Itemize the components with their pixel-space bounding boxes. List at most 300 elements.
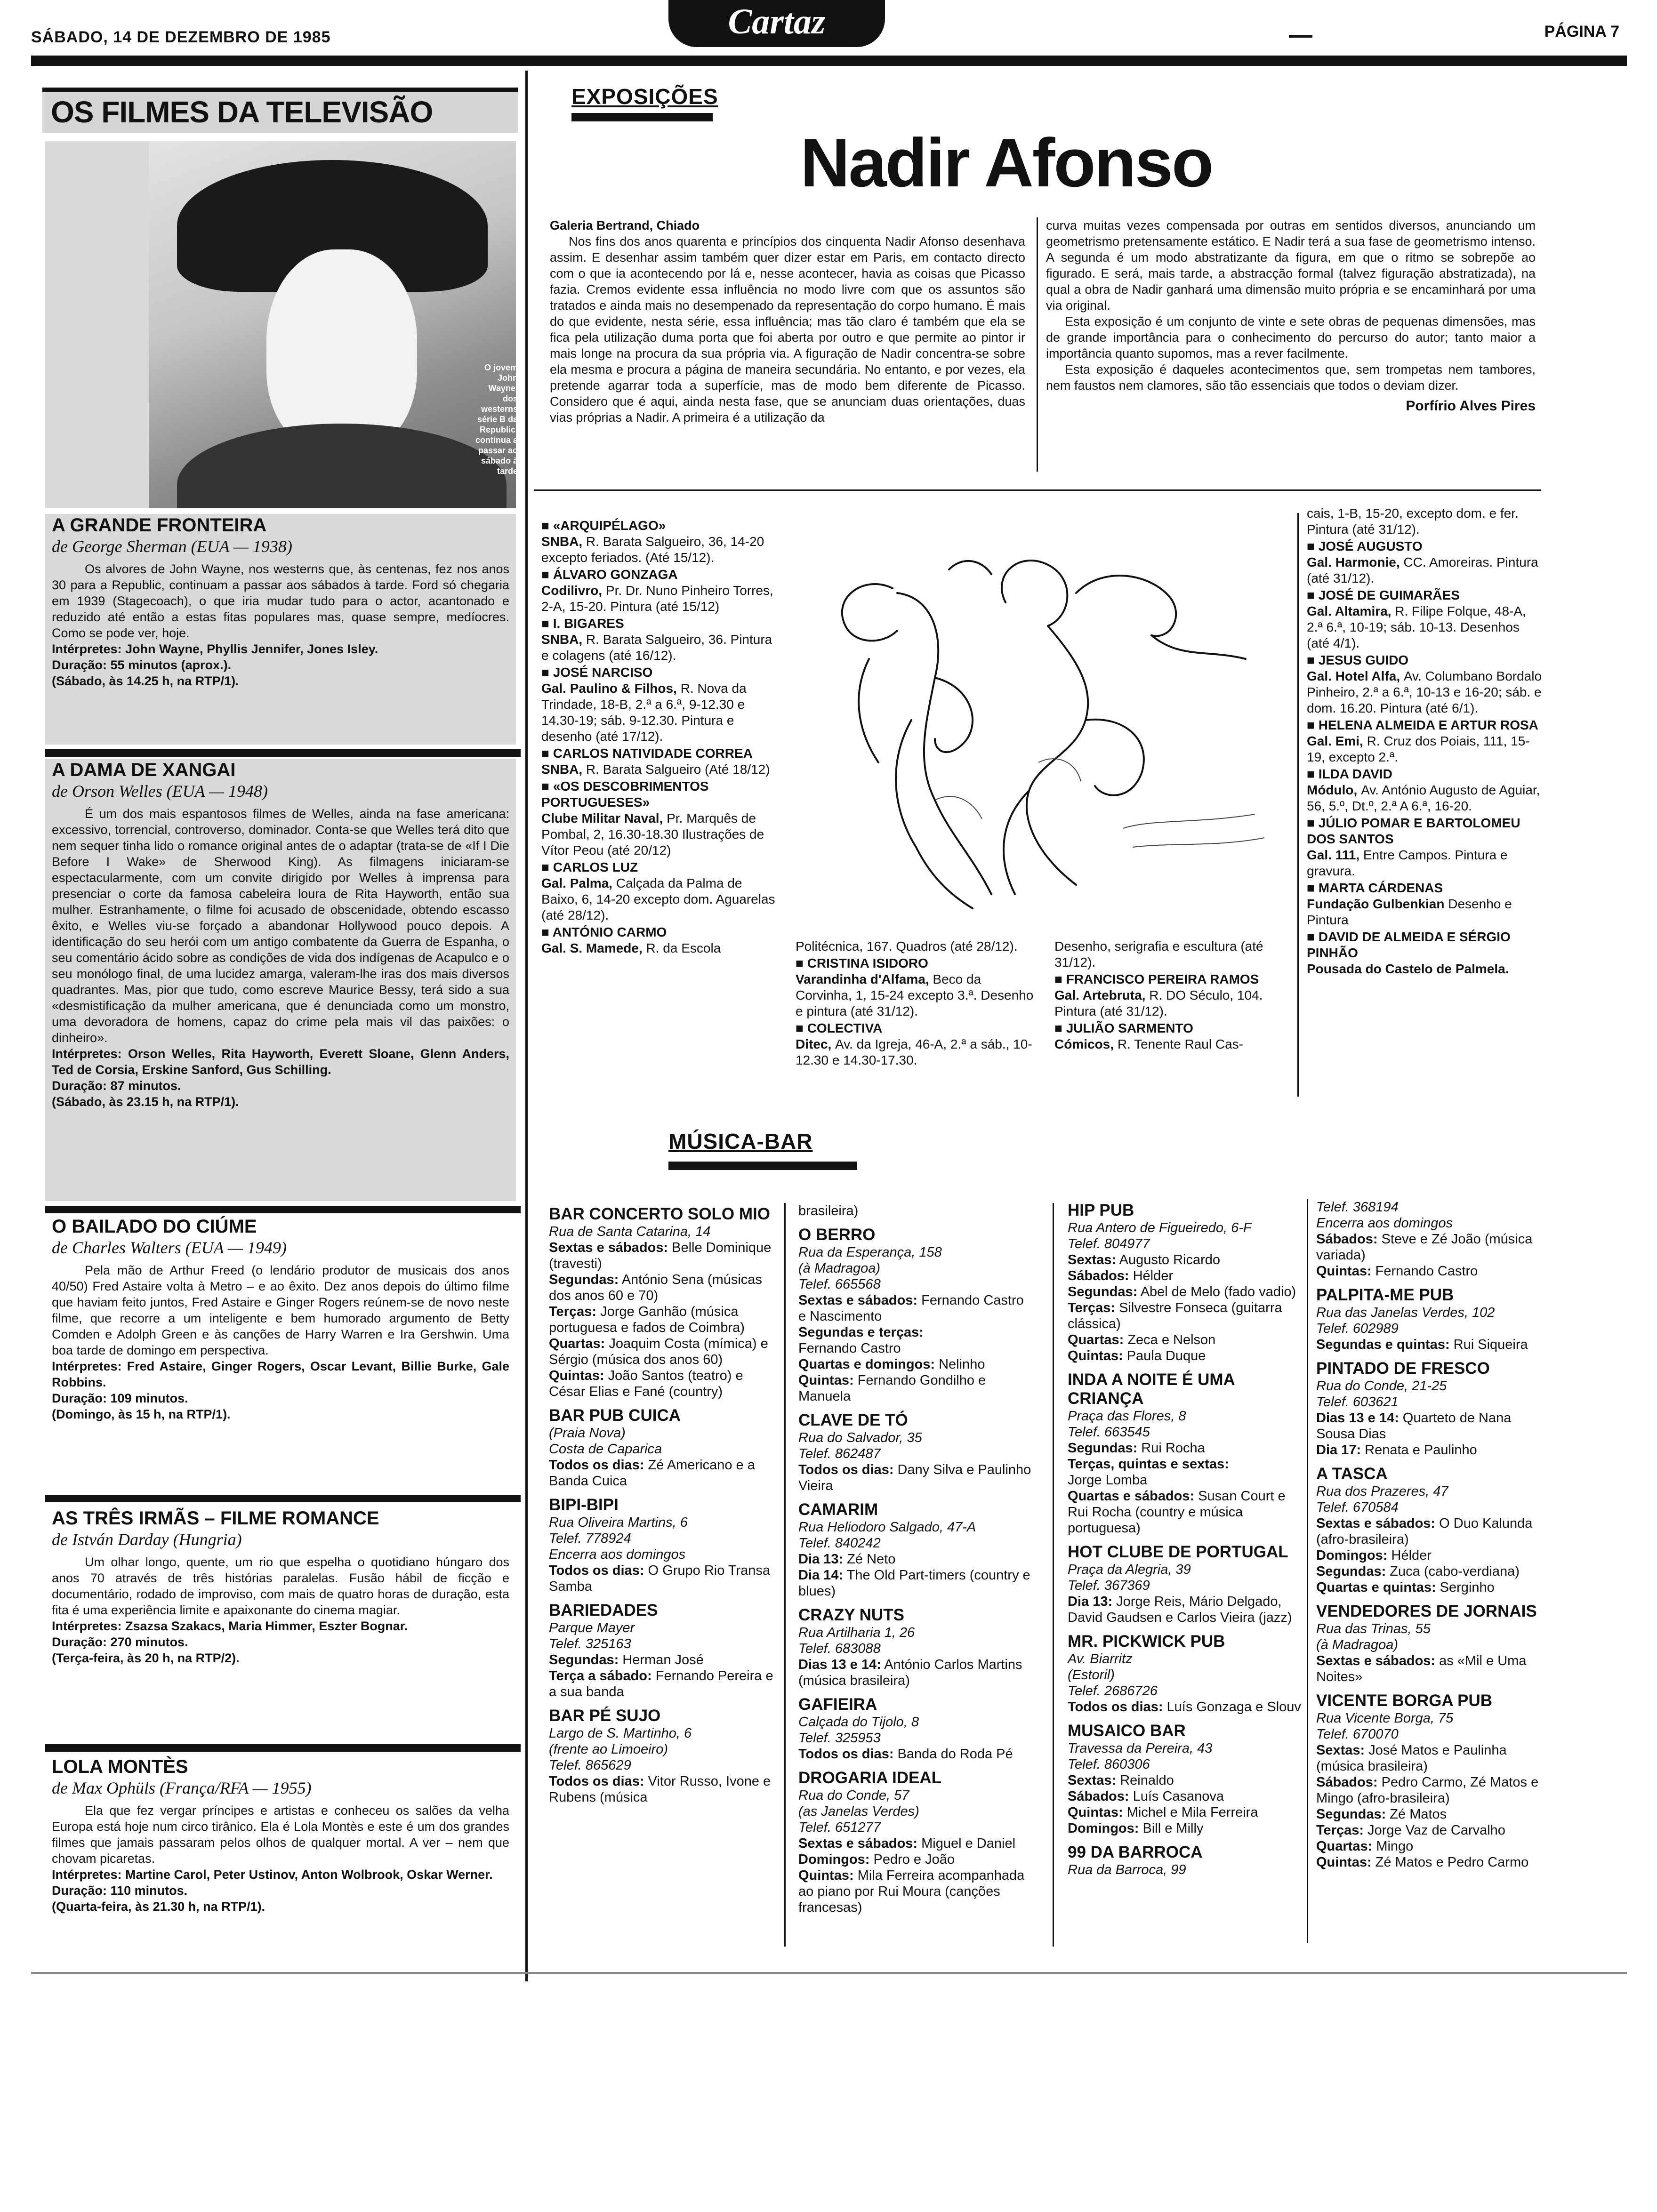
exhibition-gallery: Cómicos, [1054,1037,1118,1051]
schedule-day: Sextas e sábados: [549,1240,668,1255]
film-block [45,1215,516,1488]
exhibition-details [1307,961,1542,977]
venue-address: Rua Antero de Figueiredo, 6-F [1068,1220,1252,1235]
article-paragraph: curva muitas vezes compensada por outras em sentidos diversos, anunciando um geometrismo pretensamente estático. E Nadir terá a sua fase de geometrismo intenso. A segunda é um modo abstratizante da figura, em que o ritmo se sobrepõe ao figurado. E será, mais tarde, a abstracção formal (talvez figuração abstratizada), na qual a obra de Nadir ganhará uma dimensão muito própria e se encaminhará por uma via original. [1046,218,1536,313]
venue-schedule [1316,1231,1552,1263]
exhibition-artist: ■ CRISTINA ISIDORO [796,955,1040,971]
venue-address: (Estoril) [1068,1667,1115,1683]
exhibition-info: R. DO Século, 104. Pintura (até 31/12). [1054,988,1263,1018]
film-director: de István Darday (Hungria) [52,1530,242,1549]
schedule-artist: Mila Ferreira acompanhada ao piano por Rui Moura (canções francesas) [798,1868,1025,1915]
film-duration: Duração: 87 minutos. [52,1079,181,1093]
exhibition-info: CC. Amoreiras. Pintura (até 31/12). [1307,555,1538,585]
photo-caption: O jovem John Wayne, dos westerns série B da Republic, continua a passar ao sábado à tarde [475,363,518,476]
venue-address: Telef. 325953 [798,1731,881,1746]
john-wayne-photo [149,141,516,508]
schedule-day: Todos os dias: [1068,1699,1163,1715]
schedule-artist: Luís Casanova [1129,1789,1224,1804]
schedule-artist: Vitor Russo, Ivone e Rubens (música [549,1774,771,1805]
schedule-day: Sábados: [1068,1789,1129,1804]
venue-entry [549,1496,775,1595]
exhibition-entry [1054,971,1280,1019]
venue-name: HOT CLUBE DE PORTUGAL [1068,1543,1288,1561]
exhibition-entry [541,859,777,923]
exhibition-entry [541,745,777,777]
venue-entry [549,1707,775,1805]
article-column-left [550,217,1025,425]
photo-body [177,424,507,508]
venue-name: GAFIEIRA [798,1695,877,1714]
venue-address: Telef. 665568 [798,1277,881,1292]
venue-entry [798,1203,1034,1219]
bottom-rule [31,1972,1627,1974]
venue-address: Parque Mayer [549,1620,635,1635]
schedule-day: Sábados: [1068,1268,1129,1283]
schedule-day: Terça a sábado: [549,1668,652,1683]
schedule-day: Quintas: [1068,1348,1123,1363]
venue-schedule [549,1563,775,1595]
exhibition-info: R. Nova da Trindade, 18-B, 2.ª a 6.ª, 9-12.30 e 14.30-19; sáb. 9-12.30. Pintura e desenho (até 17/12). [541,681,747,744]
drawing-stroke [935,678,973,752]
article-paragraph: Esta exposição é daqueles acontecimentos que, sem trompetas nem tambores, nem faustos nem clamores, são tão essenciais que todos o deviam dizer. [1046,362,1536,393]
film-slot: (Terça-feira, às 20 h, na RTP/2). [52,1651,240,1665]
exhibition-info: Av. da Igreja, 46-A, 2.ª a sáb., 10-12.30 e 14.30-17.30. [796,1037,1032,1067]
drawing-stroke [1076,576,1176,636]
film-divider [45,1744,521,1752]
venue-entry [798,1500,1034,1599]
venue-schedule [549,1240,775,1272]
schedule-artist: Pedro e João [869,1852,955,1867]
venue-schedule [1316,1410,1552,1442]
exhibition-gallery: Fundação Gulbenkian [1307,897,1448,911]
schedule-artist: Michel e Mila Ferreira [1123,1805,1258,1820]
exhibition-artist: ■ JÚLIO POMAR E BARTOLOMEU DOS SANTOS [1307,815,1542,847]
venue-name: MUSAICO BAR [1068,1722,1186,1740]
exhibition-gallery: Gal. Altamira, [1307,604,1395,618]
exhibition-info: cais, 1-B, 15-20, excepto dom. e fer. Pintura (até 31/12). [1307,506,1519,537]
article-column-right [1046,217,1536,414]
schedule-day: Sextas e sábados: [798,1293,918,1308]
venue-schedule [549,1652,775,1668]
venue-name: BARIEDADES [549,1601,658,1619]
schedule-day: Dias 13 e 14: [798,1657,881,1672]
exhibition-entry [1054,1020,1280,1052]
venue-entry [798,1606,1034,1689]
venue-address: Telef. 2686726 [1068,1683,1158,1699]
venue-name: BAR PUB CUICA [549,1406,681,1425]
venue-schedule [1068,1699,1303,1715]
exposicoes-title: EXPOSIÇÕES [571,84,718,109]
venue-schedule [549,1668,775,1700]
venue-address: Rua Vicente Borga, 75 [1316,1711,1454,1726]
venue-address: Praça da Alegria, 39 [1068,1562,1191,1577]
film-director: de Charles Walters (EUA — 1949) [52,1238,287,1257]
music-list-col1 [549,1203,775,1812]
exhibition-entry [1307,766,1542,814]
exhibition-entry [1307,929,1542,977]
venue-schedule [1316,1263,1552,1279]
venue-schedule [798,1462,1034,1494]
exhibition-artist: ■ ILDA DAVID [1307,766,1542,782]
venue-name: BAR PÉ SUJO [549,1707,661,1725]
venue-address: Encerra aos domingos [1316,1216,1453,1231]
column-divider [1037,217,1038,472]
schedule-day: Segundas e terças: [798,1325,924,1340]
article-paragraph: Esta exposição é um conjunto de vinte e sete obras de pequenas dimensões, mas de grande importância para o conhecimento do percurso do autor; tanto maior a importância quanto supomos, mas a rever facilmente. [1046,314,1536,361]
schedule-day: Quartas: [549,1336,605,1351]
schedule-artist: Hélder [1129,1268,1174,1283]
exhibition-gallery: Varandinha d'Alfama, [796,972,933,986]
music-list-col2 [798,1203,1034,1922]
venue-entry [1068,1201,1303,1364]
exhibition-info: Desenho e Pintura [1307,897,1512,927]
schedule-artist: Zuca (cabo-verdiana) [1386,1564,1520,1579]
venue-schedule [1068,1332,1303,1348]
exhibition-artist: ■ ÁLVARO GONZAGA [541,567,777,583]
venue-schedule [549,1773,775,1805]
schedule-day: Quartas: [1068,1332,1124,1347]
exhibition-info: R. Tenente Raul Cas- [1117,1037,1243,1051]
venue-schedule [1068,1284,1303,1300]
exhibition-info: Desenho, serigrafia e escultura (até 31/12). [1054,939,1263,970]
film-synopsis: Pela mão de Arthur Freed (o lendário produtor de musicais dos anos 40/50) Fred Astaire volta à Metro – e ao êxito. Dez anos depois do último filme que haviam feito juntos, Fred Astaire e Ginger Rogers reúnem-se de novo neste filme, que recorre a um inteligente e bem humorado argumento de Betty Comden e Adolph Green e às canções de Harry Warren e Ira Gershwin. Uma boa tarde de domingo em perspectiva. [52,1263,509,1357]
venue-address: Telef. 683088 [798,1641,881,1656]
schedule-day: Todos os dias: [549,1458,644,1473]
film-title: A DAMA DE XANGAI [52,760,236,780]
schedule-artist: Zé Neto [843,1552,896,1567]
schedule-day: Segundas: [549,1272,619,1287]
venue-address: Av. Biarritz [1068,1651,1133,1667]
film-cast: Intérpretes: Fred Astaire, Ginger Rogers, Oscar Levant, Billie Burke, Gale Robbins. [52,1359,509,1389]
venue-entry [798,1411,1034,1494]
exhibition-artist: ■ JOSÉ NARCISO [541,665,777,681]
music-list-col4 [1316,1199,1552,1877]
drawing-stroke [842,584,897,641]
exhibition-details [541,810,777,858]
exhibition-entry [796,955,1040,1019]
venue-name: 99 DA BARROCA [1068,1843,1203,1861]
schedule-artist: Jorge Vaz de Carvalho [1364,1823,1505,1838]
exhibition-artist: ■ MARTA CÁRDENAS [1307,880,1542,896]
exhibition-entry [541,778,777,858]
exhibition-info: R. Filipe Folque, 48-A, 2.ª 6.ª, 10-19; sáb. 10-13. Desenhos (até 4/1). [1307,604,1526,650]
exhibition-artist: ■ JOSÉ DE GUIMARÃES [1307,587,1542,603]
schedule-artist: Banda do Roda Pé [893,1747,1013,1762]
schedule-day: Quartas e quintas: [1316,1580,1436,1595]
exhibition-info: Av. Columbano Bordalo Pinheiro, 2.ª a 6.ª, 10-13 e 16-20; sáb. e dom. 16.20. Pintura (até 6/1). [1307,669,1542,715]
photo-face [266,249,417,452]
exhibition-artist: ■ ANTÓNIO CARMO [541,924,777,940]
venue-schedule [549,1336,775,1368]
venue-address: Travessa da Pereira, 43 [1068,1741,1213,1756]
exhibition-artist: ■ CARLOS LUZ [541,859,777,875]
venue-schedule [1068,1788,1303,1804]
exhibition-gallery: Gal. Artebruta, [1054,988,1150,1002]
exhibition-info: R. Cruz dos Poiais, 111, 15-19, excepto 2.ª. [1307,734,1530,764]
venue-schedule [549,1368,775,1400]
venue-address: (à Madragoa) [798,1261,881,1276]
venue-name: CAMARIM [798,1500,878,1519]
venue-text: brasileira) [798,1203,859,1218]
schedule-day: Quartas e sábados: [1068,1489,1195,1504]
exhibition-info: R. Barata Salgueiro, 36, 14-20 excepto feriados. (Até 15/12). [541,534,764,565]
schedule-artist: António Carlos Martins (música brasileira) [798,1657,1022,1688]
drawing-stroke [949,561,991,574]
exhibition-entry [541,616,777,664]
venue-schedule [1068,1440,1303,1456]
schedule-day: Dia 14: [798,1568,844,1583]
venue-schedule [1068,1268,1303,1284]
venue-schedule [798,1551,1034,1567]
schedule-day: Segundas: [1068,1441,1138,1456]
venue-entry [549,1406,775,1489]
film-divider [45,1206,521,1213]
film-cast: Intérpretes: Zsazsa Szakacs, Maria Himmer, Eszter Bognar. [52,1619,408,1633]
header-dash [1289,35,1312,38]
venue-address: Encerra aos domingos [549,1547,686,1562]
schedule-day: Dia 17: [1316,1443,1361,1458]
schedule-artist: Jorge Reis, Mário Delgado, David Gaudsen e Carlos Vieira (jazz) [1068,1594,1292,1625]
venue-name: PALPITA-ME PUB [1316,1286,1454,1304]
venue-address: Rua Heliodoro Salgado, 47-A [798,1520,976,1535]
film-synopsis: Um olhar longo, quente, um rio que espelha o quotidiano húngaro dos anos 70 através de três histórias paralelas. Fusão hábil de ficção e documentário, rodado de improviso, com mais de quatro horas de duração, esta fita é uma experiência limite e apaixonante do cinema magiar. [52,1555,509,1617]
exhibition-details [1307,896,1542,928]
venue-entry [798,1226,1034,1404]
schedule-artist: Renata e Paulinho [1361,1443,1477,1458]
venue-entry [798,1769,1034,1915]
film-duration: Duração: 109 minutos. [52,1391,188,1405]
drawing-stroke [1086,720,1144,795]
schedule-artist: Nelinho [935,1357,985,1372]
venue-name: MR. PICKWICK PUB [1068,1632,1225,1651]
venue-schedule [549,1272,775,1304]
masthead-logo [668,0,885,47]
schedule-artist: O Duo Kalunda (afro-brasileira) [1316,1516,1533,1547]
schedule-artist: Paula Duque [1123,1348,1206,1363]
schedule-artist: The Old Part-timers (country e blues) [798,1568,1030,1599]
film-synopsis: Os alvores de John Wayne, nos westerns que, às centenas, fez nos anos 30 para a Republic, continuam a passar aos sábados à tarde. Ford só chegaria em 1939 (Stagecoach), o que iria mudar tudo para o actor, acantonado e reduzido até então a estas fitas populares mas, quase sempre, medíocres. Como se pode ver, hoje. [52,562,509,640]
film-block [45,514,516,745]
schedule-artist: Fernando Castro [1371,1264,1478,1279]
venue-name: BAR CONCERTO SOLO MIO [549,1205,770,1223]
venue-address: Telef. 840242 [798,1536,881,1551]
exhibition-gallery: Gal. Emi, [1307,734,1367,748]
exhibition-details [1307,782,1542,814]
venue-schedule [1316,1563,1552,1579]
column-divider [525,71,528,1981]
venue-schedule [1068,1252,1303,1268]
exhibition-entry [1307,717,1542,765]
exhibition-artist: ■ «OS DESCOBRIMENTOS PORTUGUESES» [541,778,777,810]
venue-schedule [1316,1854,1552,1870]
venue-schedule [1316,1742,1552,1774]
venue-address: Rua do Conde, 57 [798,1788,909,1803]
exhibition-gallery: SNBA, [541,762,586,777]
film-duration: Duração: 55 minutos (aprox.). [52,658,232,672]
film-cast: Intérpretes: Orson Welles, Rita Hayworth, Everett Sloane, Glenn Anders, Ted de Corsia, Erskine Sanford, Gus Schilling. [52,1047,509,1077]
exhibition-info: Av. António Augusto de Aguiar, 56, 5.º, Dt.º, 2.ª A 6.ª, 16-20. [1307,783,1540,813]
schedule-day: Domingos: [1068,1821,1139,1836]
exhibition-entry [796,938,1040,954]
venue-schedule [1068,1348,1303,1364]
venue-address: Telef. 651277 [798,1820,881,1835]
schedule-day: Quartas: [1316,1839,1373,1854]
column-divider [1297,513,1299,1097]
schedule-artist: Zé Matos e Pedro Carmo [1371,1855,1529,1870]
drawing-hatch [1123,814,1255,828]
drawing-stroke [859,659,878,762]
film-cast: Intérpretes: Martine Carol, Peter Ustinov, Anton Wolbrook, Oskar Werner. [52,1867,493,1882]
schedule-day: Sextas e sábados: [798,1836,918,1851]
schedule-artist: Fernando Pereira e a sua banda [549,1668,773,1699]
header-page-number: PÁGINA 7 [1544,23,1619,40]
schedule-day: Todos os dias: [549,1563,644,1578]
venue-address: (as Janelas Verdes) [798,1804,919,1819]
article-paragraph: Nos fins dos anos quarenta e princípios dos cinquenta Nadir Afonso desenhava assim. E desenhar assim também quer dizer estar em Paris, em contacto directo com o que ia acontecendo por lá e, nesse acontecer, havia as coisas que Picasso fazia. Cremos evidente essa influência no modo livre com que os assuntos são tratados e ainda mais no desempenado da representação do corpo humano. É mais do que evidente, nesta série, essa influência; mas tão claro é também que ela se fica pela utilização duma porta que foi aberta por outro e que permite ao pintor ir mais longe na procura da sua própria via. A figuração de Nadir concentra-se sobre ela mesma e procura a página de maneira secundária. No entanto, e por vezes, ela pretende agarrar toda a superfície, mas de modo bem diferente de Picasso. Considero que é aqui, ainda nesta fase, que se anunciam duas orientações, duas vias próprias a Nadir. A primeira é a utilização da [550,234,1025,425]
article-venue: Galeria Bertrand, Chiado [550,218,700,232]
exhibition-entry [1054,938,1280,970]
film-slot: (Domingo, às 15 h, na RTP/1). [52,1407,231,1421]
schedule-artist: as «Mil e Uma Noites» [1316,1653,1527,1684]
music-list-col3 [1068,1199,1303,1884]
schedule-artist: José Matos e Paulinha (música brasileira) [1316,1743,1507,1774]
venue-name: PINTADO DE FRESCO [1316,1359,1490,1378]
exhibition-details [541,534,777,566]
film-synopsis: É um dos mais espantosos filmes de Welles, ainda na fase americana: excessivo, torrencial, controverso, dominador. Conta-se que Welles terá dito que nem sequer tinha lido o romance original antes de o adaptar (trata-se de «If I Die Before I Wake» de Sherwood King). As filmagens iniciaram-se espectacularmente, com um convite dirigido por Welles à imprensa para presenciar o corte da famosa cabeleira loura de Rita Hayworth, então sua mulher. Estranhamente, o filme foi acusado de obscenidade, obtendo escasso êxito, e Welles viu-se forçado a abandonar Hollywood pouco depois. A identificação do seu herói com um antigo combatente da Guerra de Espanha, o seu comentário ácido sobre as condições de vida dos indígenas de Acapulco e o seu monólogo final, de uma lucidez amarga, valeram-lhe iras dos mais diversos quadrantes. Mas, pior que tudo, como escreve Maurice Bessy, terá sido a sua «desmistificação da mulher americana, que é denunciada como um monstro, uma devoradora de homens, capaz do crime pela mais vil das paixões: o dinheiro». [52,807,509,1045]
schedule-day: Quartas e domingos: [798,1357,935,1372]
film-duration: Duração: 270 minutos. [52,1635,188,1649]
venue-entry [1316,1286,1552,1353]
film-title: LOLA MONTÈS [52,1756,188,1777]
venue-schedule [798,1867,1034,1915]
venue-schedule [1068,1804,1303,1820]
schedule-day: Sábados: [1316,1775,1378,1790]
exhibition-info: R. da Escola [646,941,721,955]
film-divider [45,1495,521,1502]
schedule-day: Domingos: [798,1852,870,1867]
venue-schedule [1068,1772,1303,1788]
venue-address: Rua do Salvador, 35 [798,1430,922,1445]
schedule-day: Quintas: [1068,1805,1123,1820]
exhibition-artist: ■ I. BIGARES [541,616,777,632]
drawing-stroke [1002,561,1067,626]
venue-address: Telef. 603621 [1316,1395,1399,1410]
schedule-day: Sextas: [1316,1743,1365,1758]
exhibition-gallery: Codilivro, [541,583,606,598]
schedule-artist: Silvestre Fonseca (guitarra clássica) [1068,1300,1282,1331]
venue-schedule [1316,1774,1552,1806]
venue-name: CLAVE DE TÓ [798,1411,908,1429]
schedule-artist: Rui Rocha [1137,1441,1205,1456]
venue-entry [1068,1543,1303,1626]
schedule-day: Segundas: [1316,1807,1386,1822]
exhibition-entry [541,924,777,956]
venue-schedule [1068,1300,1303,1332]
exhibition-artist: ■ JULIÃO SARMENTO [1054,1020,1280,1036]
schedule-artist: Miguel e Daniel [917,1836,1016,1851]
venue-address: Telef. 670070 [1316,1727,1399,1742]
exhibition-details [1307,554,1542,586]
exhibition-gallery: Gal. Harmonie, [1307,555,1404,569]
exhibition-details [1307,668,1542,716]
exhibition-details [1054,938,1280,970]
venue-address: Telef. 778924 [549,1531,631,1546]
schedule-day: Sextas: [1068,1773,1117,1788]
venue-entry [798,1695,1034,1762]
film-block [45,1755,516,1963]
exhibition-details [796,938,1040,954]
film-slot: (Sábado, às 23.15 h, na RTP/1). [52,1095,239,1109]
venue-address: Rua da Esperança, 158 [798,1245,942,1260]
section-divider [534,489,1541,491]
venue-schedule [1316,1337,1552,1353]
article-headline: Nadir Afonso [800,124,1213,201]
venue-schedule [1316,1579,1552,1595]
exhibition-details [1307,603,1542,651]
venue-entry [1068,1632,1303,1715]
schedule-artist: Fernando Castro e Nascimento [798,1293,1024,1324]
section-title-bar [668,1162,857,1170]
film-director: de George Sherman (EUA — 1938) [52,537,292,556]
exhibition-details [1307,733,1542,765]
schedule-day: Todos os dias: [798,1462,894,1477]
exhibition-gallery: Gal. 111, [1307,848,1363,862]
schedule-day: Quintas: [1316,1264,1372,1279]
venue-entry [1068,1722,1303,1836]
film-duration: Duração: 110 minutos. [52,1883,188,1898]
schedule-day: Terças: [549,1304,597,1319]
venue-schedule [798,1372,1034,1404]
film-cast: Intérpretes: John Wayne, Phyllis Jennifer, Jones Isley. [52,642,378,656]
venue-schedule [1316,1653,1552,1685]
venue-schedule [798,1835,1034,1851]
venue-entry [549,1601,775,1700]
venue-address: Telef. 367369 [1068,1578,1150,1593]
exhibition-details [541,681,777,745]
venue-address: Telef. 670584 [1316,1500,1399,1515]
venue-address: Rua de Santa Catarina, 14 [549,1224,711,1239]
exhibition-gallery: Gal. S. Mamede, [541,941,646,955]
venue-address: Rua dos Prazeres, 47 [1316,1484,1448,1499]
exhibition-artist: ■ JOSÉ AUGUSTO [1307,538,1542,554]
exhibition-gallery: Gal. Paulino & Filhos, [541,681,681,696]
exhibition-list-col1 [541,518,777,957]
venue-entry [549,1205,775,1400]
masthead-text: Cartaz [728,2,826,41]
exhibition-info: R. Barata Salgueiro (Até 18/12) [586,762,770,777]
venue-address: Praça das Flores, 8 [1068,1409,1186,1424]
venue-name: A TASCA [1316,1465,1388,1483]
exhibition-artist: ■ COLECTIVA [796,1020,1040,1036]
schedule-day: Segundas: [1068,1284,1138,1299]
venue-address: Telef. 325163 [549,1636,631,1651]
venue-text: Jorge Lomba [1068,1473,1148,1488]
venue-address: Rua das Janelas Verdes, 102 [1316,1305,1495,1320]
schedule-day: Quintas: [549,1368,604,1383]
venue-address: Telef. 804977 [1068,1236,1150,1251]
musica-bar-title: MÚSICA-BAR [668,1129,813,1154]
exhibition-artist: ■ HELENA ALMEIDA E ARTUR ROSA [1307,717,1542,733]
schedule-day: Terças: [1068,1300,1116,1315]
venue-entry [1068,1370,1303,1536]
venue-entry [1316,1359,1552,1458]
venue-schedule [798,1746,1034,1762]
film-block [45,759,516,1201]
venue-schedule [1068,1820,1303,1836]
drawing-stroke [1004,791,1029,894]
film-director: de Orson Welles (EUA — 1948) [52,782,268,801]
schedule-artist: Reinaldo [1116,1773,1174,1788]
